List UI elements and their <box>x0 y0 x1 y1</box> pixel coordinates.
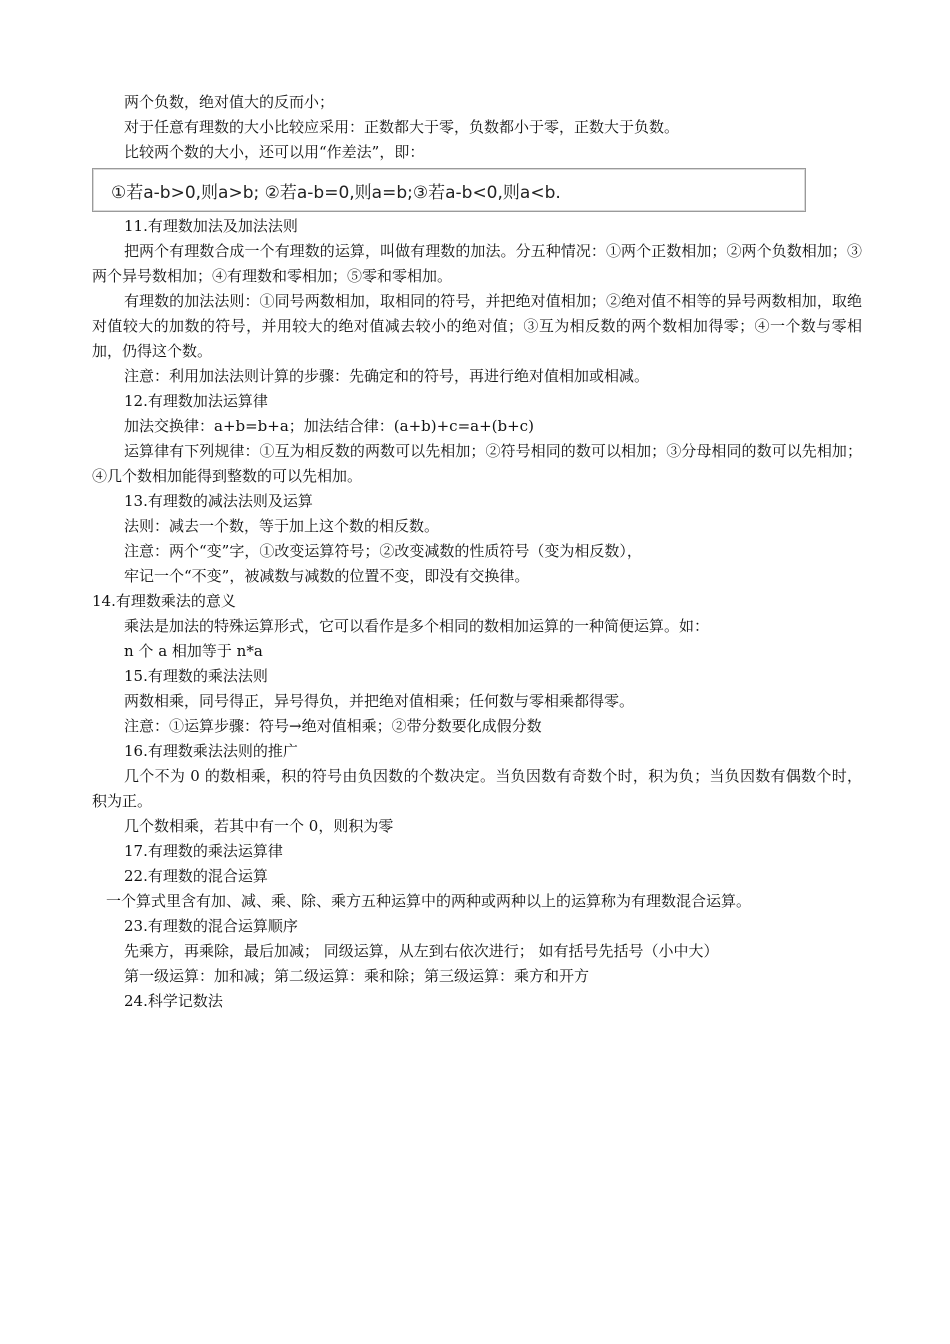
section-heading-22: 22.有理数的混合运算 <box>124 867 268 885</box>
text-line: 两个负数，绝对值大的反而小； <box>124 93 335 111</box>
section-heading-12: 12.有理数加法运算律 <box>124 392 268 410</box>
section-heading-17: 17.有理数的乘法运算律 <box>124 842 283 860</box>
text-line: 乘法是加法的特殊运算形式，它可以看作是多个相同的数相加运算的一种简便运算。如： <box>124 617 710 635</box>
text-line: n 个 a 相加等于 n*a <box>124 642 263 660</box>
document-page <box>92 90 862 1014</box>
text-line: 一个算式里含有加、减、乘、除、乘方五种运算中的两种或两种以上的运算称为有理数混合运算。 <box>106 892 752 910</box>
section-heading-16: 16.有理数乘法法则的推广 <box>124 742 298 760</box>
text-line: 两数相乘，同号得正，异号得负，并把绝对值相乘；任何数与零相乘都得零。 <box>124 692 635 710</box>
paragraph: 有理数的加法法则：①同号两数相加，取相同的符号，并把绝对值相加；②绝对值不相等的异号两数相加，取绝对值较大的加数的符号，并用较大的绝对值减去较小的绝对值；③互为相反数的两个数相加得零；④一个数与零相加，仍得这个数。 <box>92 292 862 360</box>
paragraph: 把两个有理数合成一个有理数的运算，叫做有理数的加法。分五种情况：①两个正数相加；②两个负数相加；③两个异号数相加；④有理数和零相加；⑤零和零相加。 <box>92 242 862 285</box>
formula-text: ①若a-b>0,则a>b; ②若a-b=0,则a=b;③若a-b<0,则a<b. <box>111 182 561 203</box>
text-line: 对于任意有理数的大小比较应采用：正数都大于零，负数都小于零，正数大于负数。 <box>124 118 680 136</box>
section-heading-11: 11.有理数加法及加法法则 <box>124 217 298 235</box>
note-line: 注意：①运算步骤：符号→绝对值相乘；②带分数要化成假分数 <box>124 717 542 735</box>
formula-image-box <box>92 168 806 212</box>
text-line: 加法交换律：a+b=b+a；加法结合律：(a+b)+c=a+(b+c) <box>124 417 534 435</box>
section-heading-15: 15.有理数的乘法法则 <box>124 667 268 685</box>
note-line: 注意：利用加法法则计算的步骤：先确定和的符号，再进行绝对值相加或相减。 <box>124 367 650 385</box>
text-line: 法则：减去一个数，等于加上这个数的相反数。 <box>124 517 440 535</box>
text-line: 先乘方，再乘除，最后加减； 同级运算，从左到右依次进行； 如有括号先括号（小中大） <box>124 942 719 960</box>
section-heading-13: 13.有理数的减法法则及运算 <box>124 492 313 510</box>
section-heading-24: 24.科学记数法 <box>124 992 223 1010</box>
text-line: 比较两个数的大小，还可以用“作差法”，即： <box>124 143 425 161</box>
text-line: 牢记一个“不变”，被减数与减数的位置不变，即没有交换律。 <box>124 567 530 585</box>
paragraph: 运算律有下列规律：①互为相反数的两数可以先相加；②符号相同的数可以相加；③分母相同的数可以先相加；④几个数相加能得到整数的可以先相加。 <box>92 442 862 485</box>
section-heading-14: 14.有理数乘法的意义 <box>92 592 236 610</box>
note-line: 注意：两个“变”字，①改变运算符号；②改变减数的性质符号（变为相反数）， <box>124 542 642 560</box>
text-line: 第一级运算：加和减；第二级运算：乘和除；第三级运算：乘方和开方 <box>124 967 590 985</box>
paragraph: 几个不为 0 的数相乘，积的符号由负因数的个数决定。当负因数有奇数个时，积为负；当负因数有偶数个时，积为正。 <box>92 767 862 810</box>
section-heading-23: 23.有理数的混合运算顺序 <box>124 917 298 935</box>
text-line: 几个数相乘，若其中有一个 0，则积为零 <box>124 817 394 835</box>
